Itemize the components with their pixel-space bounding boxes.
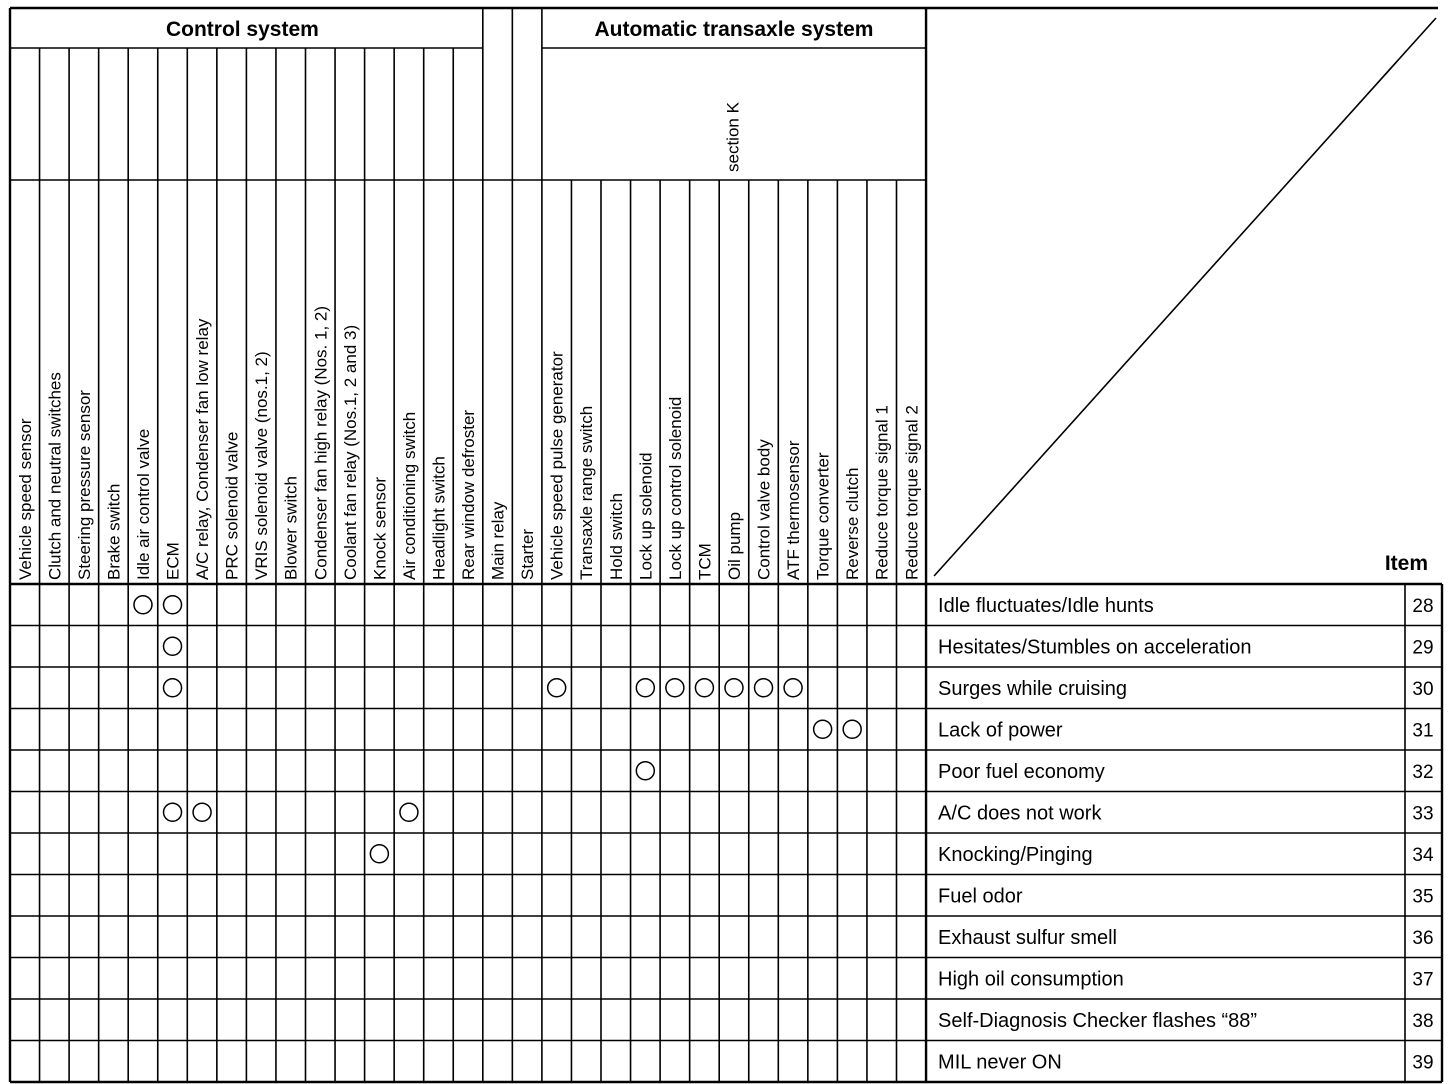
row-item-label: Exhaust sulfur smell xyxy=(938,926,1118,949)
column-label: Starter xyxy=(518,528,538,580)
group-header-control-system: Control system xyxy=(165,18,319,41)
check-circle-mark xyxy=(843,720,861,738)
column-label: Lock up solenoid xyxy=(636,452,656,580)
row-item-number: 38 xyxy=(1412,1010,1434,1032)
column-label: Torque converter xyxy=(813,452,833,580)
item-header-diagonal xyxy=(934,18,1436,576)
column-label: Idle air control valve xyxy=(133,428,153,580)
column-label: Reduce torque signal 1 xyxy=(872,405,892,580)
row-item-number: 32 xyxy=(1412,761,1434,783)
column-label: Knock sensor xyxy=(370,477,390,580)
column-label: ECM xyxy=(163,542,183,580)
row-item-label: Fuel odor xyxy=(938,885,1023,908)
section-k-note: section K xyxy=(723,102,743,172)
column-label: VRIS solenoid valve (nos.1, 2) xyxy=(252,351,272,580)
column-label: Lock up control solenoid xyxy=(665,396,685,580)
column-label: Oil pump xyxy=(724,511,744,580)
check-circle-mark xyxy=(134,596,152,614)
column-label: Brake switch xyxy=(104,483,124,580)
column-label: Rear window defroster xyxy=(459,409,479,580)
column-label: Hold switch xyxy=(606,493,626,580)
column-label: A/C relay, Condenser fan low relay xyxy=(193,318,213,580)
row-item-number: 28 xyxy=(1412,595,1434,617)
column-label: Vehicle speed sensor xyxy=(15,418,35,580)
column-label: Vehicle speed pulse generator xyxy=(547,351,567,580)
column-labels xyxy=(16,306,922,580)
row-item-number: 31 xyxy=(1412,720,1434,742)
check-circle-mark xyxy=(755,679,773,697)
row-item-number: 34 xyxy=(1412,844,1434,866)
check-circle-mark xyxy=(164,637,182,655)
column-label: ATF thermosensor xyxy=(784,440,804,580)
row-item-number: 30 xyxy=(1412,678,1434,700)
check-circle-mark xyxy=(814,720,832,738)
check-circle-mark xyxy=(164,803,182,821)
column-label: Blower switch xyxy=(281,476,301,580)
row-item-label: Poor fuel economy xyxy=(938,760,1105,783)
check-circle-mark xyxy=(548,679,566,697)
check-circle-mark xyxy=(164,596,182,614)
column-label: Transaxle range switch xyxy=(577,405,597,580)
row-item-label: MIL never ON xyxy=(938,1051,1062,1074)
check-circle-mark xyxy=(193,803,211,821)
check-circle-mark xyxy=(666,679,684,697)
check-circle-mark xyxy=(636,679,654,697)
check-circle-mark xyxy=(695,679,713,697)
row-item-number: 37 xyxy=(1412,969,1434,991)
check-marks xyxy=(134,596,861,863)
row-item-label: Hesitates/Stumbles on acceleration xyxy=(938,636,1252,659)
row-item-label: A/C does not work xyxy=(938,802,1102,825)
row-item-label: Lack of power xyxy=(938,719,1063,742)
group-header-automatic-transaxle-system: Automatic transaxle system xyxy=(594,18,874,41)
row-item-number: 39 xyxy=(1412,1052,1434,1074)
column-label: Steering pressure sensor xyxy=(74,390,94,580)
column-label: Air conditioning switch xyxy=(399,411,419,580)
check-circle-mark xyxy=(370,845,388,863)
column-label: PRC solenoid valve xyxy=(222,431,242,580)
row-item-label: Surges while cruising xyxy=(938,677,1128,700)
row-item-label: High oil consumption xyxy=(938,968,1124,991)
column-label: TCM xyxy=(695,543,715,580)
row-item-number: 33 xyxy=(1412,803,1434,825)
check-circle-mark xyxy=(725,679,743,697)
row-item-label: Idle fluctuates/Idle hunts xyxy=(938,594,1154,617)
check-circle-mark xyxy=(784,679,802,697)
check-circle-mark xyxy=(400,803,418,821)
column-label: Condenser fan high relay (Nos. 1, 2) xyxy=(311,305,331,580)
row-item-label: Knocking/Pinging xyxy=(938,843,1093,866)
row-item-number: 36 xyxy=(1412,927,1434,949)
column-label: Main relay xyxy=(488,501,508,580)
column-label: Clutch and neutral switches xyxy=(45,372,65,580)
row-item-label: Self-Diagnosis Checker flashes “88” xyxy=(938,1009,1258,1032)
check-circle-mark xyxy=(164,679,182,697)
check-circle-mark xyxy=(636,762,654,780)
row-item-number: 29 xyxy=(1412,637,1434,659)
row-item-number: 35 xyxy=(1412,886,1434,908)
column-label: Reduce torque signal 2 xyxy=(902,405,922,580)
column-label: Headlight switch xyxy=(429,456,449,580)
column-label: Control valve body xyxy=(754,439,774,580)
column-label: Coolant fan relay (Nos.1, 2 and 3) xyxy=(340,324,360,580)
column-label: Reverse clutch xyxy=(843,467,863,580)
item-header: Item xyxy=(1384,552,1428,575)
